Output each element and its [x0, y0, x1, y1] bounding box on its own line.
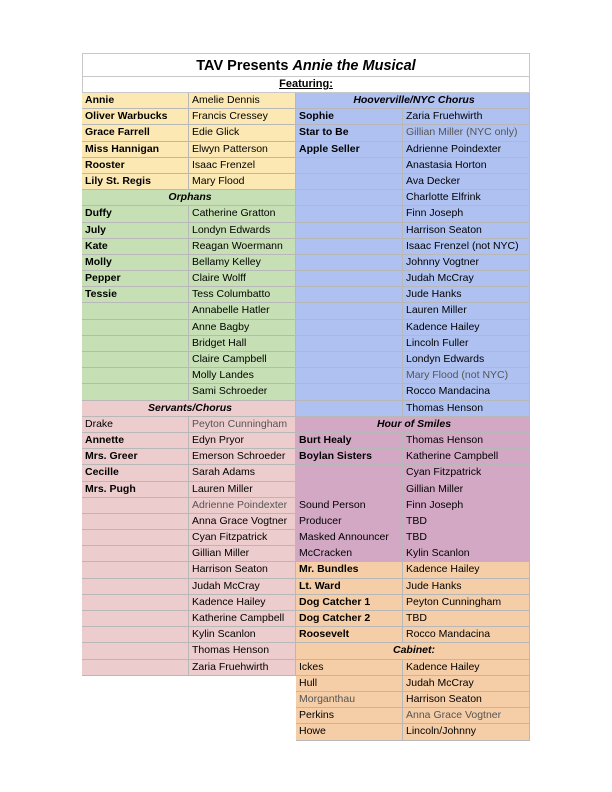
actor-cell: Isaac Frenzel (not NYC) [403, 239, 530, 255]
left-column [82, 93, 296, 741]
role-cell [82, 562, 189, 578]
cast-row [296, 255, 530, 271]
actor-cell: Kylin Scanlon [403, 546, 530, 562]
role-cell [296, 255, 403, 271]
page-title [82, 53, 530, 77]
cast-row [82, 546, 296, 562]
cast-row [82, 449, 296, 465]
actor-cell: Tess Columbatto [189, 287, 296, 303]
actor-cell: Ava Decker [403, 174, 530, 190]
actor-cell: Kadence Hailey [403, 320, 530, 336]
cast-row [296, 546, 530, 562]
cabinet-header [296, 643, 530, 659]
actor-cell: Londyn Edwards [403, 352, 530, 368]
role-cell [296, 271, 403, 287]
role-cell: Molly [82, 255, 189, 271]
role-cell [296, 206, 403, 222]
cast-row [296, 708, 530, 724]
cast-row [296, 368, 530, 384]
actor-cell: Adrienne Poindexter [189, 498, 296, 514]
role-cell [296, 401, 403, 417]
cast-row [296, 530, 530, 546]
role-cell: Star to Be [296, 125, 403, 141]
role-cell [82, 336, 189, 352]
role-cell [82, 368, 189, 384]
actor-cell: Peyton Cunningham [403, 595, 530, 611]
role-cell [296, 384, 403, 400]
cast-row [82, 320, 296, 336]
actor-cell: Jude Hanks [403, 579, 530, 595]
cast-row [296, 271, 530, 287]
role-cell [82, 514, 189, 530]
right-column [296, 93, 530, 741]
role-cell [296, 174, 403, 190]
cast-row [82, 595, 296, 611]
role-cell: Dog Catcher 2 [296, 611, 403, 627]
actor-cell: Zaria Fruehwirth [189, 660, 296, 676]
cast-row [82, 627, 296, 643]
role-cell [296, 352, 403, 368]
actor-cell: Molly Landes [189, 368, 296, 384]
role-cell [82, 352, 189, 368]
cast-row [296, 352, 530, 368]
actor-cell: Sami Schroeder [189, 384, 296, 400]
role-cell: McCracken [296, 546, 403, 562]
actor-cell: Peyton Cunningham [189, 417, 296, 433]
role-cell: Mrs. Pugh [82, 482, 189, 498]
cast-row [296, 692, 530, 708]
actor-cell: Lauren Miller [403, 303, 530, 319]
role-cell [82, 546, 189, 562]
cast-row [82, 660, 296, 676]
actor-cell: Mary Flood [189, 174, 296, 190]
actor-cell: Edie Glick [189, 125, 296, 141]
role-cell: Lt. Ward [296, 579, 403, 595]
orphans-header-label: Orphans [82, 190, 296, 206]
role-cell: Howe [296, 724, 403, 740]
actor-cell: Charlotte Elfrink [403, 190, 530, 206]
cast-row [296, 320, 530, 336]
actor-cell: TBD [403, 611, 530, 627]
actor-cell: Gillian Miller (NYC only) [403, 125, 530, 141]
title-show-name: Annie the Musical [292, 58, 416, 74]
role-cell: Roosevelt [296, 627, 403, 643]
cast-row [82, 93, 296, 109]
actor-cell: Kadence Hailey [189, 595, 296, 611]
cast-row [82, 352, 296, 368]
role-cell: Oliver Warbucks [82, 109, 189, 125]
role-cell: Masked Announcer [296, 530, 403, 546]
cast-row [296, 482, 530, 498]
actor-cell: Lincoln Fuller [403, 336, 530, 352]
actor-cell: Amelie Dennis [189, 93, 296, 109]
role-cell: Ickes [296, 660, 403, 676]
featuring-heading: Featuring: [82, 77, 530, 93]
role-cell: Lily St. Regis [82, 174, 189, 190]
role-cell [296, 190, 403, 206]
actor-cell: Rocco Mandacina [403, 384, 530, 400]
actor-cell: Katherine Campbell [189, 611, 296, 627]
servants-header [82, 401, 296, 417]
role-cell [82, 530, 189, 546]
cast-row [296, 384, 530, 400]
cast-row [82, 579, 296, 595]
cast-row [82, 465, 296, 481]
cast-row [296, 562, 530, 578]
role-cell: Grace Farrell [82, 125, 189, 141]
chorus-header [296, 93, 530, 109]
actor-cell: Bridget Hall [189, 336, 296, 352]
cast-row [82, 643, 296, 659]
role-cell: Pepper [82, 271, 189, 287]
actor-cell: Londyn Edwards [189, 223, 296, 239]
actor-cell: Elwyn Patterson [189, 142, 296, 158]
actor-cell: Finn Joseph [403, 498, 530, 514]
cast-row [82, 384, 296, 400]
actor-cell: Catherine Gratton [189, 206, 296, 222]
cast-row [82, 271, 296, 287]
actor-cell: Harrison Seaton [403, 223, 530, 239]
role-cell [296, 320, 403, 336]
role-cell: Apple Seller [296, 142, 403, 158]
role-cell: Sophie [296, 109, 403, 125]
role-cell: Annette [82, 433, 189, 449]
actor-cell: Harrison Seaton [189, 562, 296, 578]
actor-cell: Isaac Frenzel [189, 158, 296, 174]
actor-cell: Finn Joseph [403, 206, 530, 222]
actor-cell: Gillian Miller [403, 482, 530, 498]
role-cell [296, 287, 403, 303]
actor-cell: Claire Campbell [189, 352, 296, 368]
cast-row [296, 190, 530, 206]
role-cell [296, 239, 403, 255]
cast-row [296, 239, 530, 255]
cast-row [82, 611, 296, 627]
role-cell: Duffy [82, 206, 189, 222]
role-cell [296, 482, 403, 498]
cast-row [296, 174, 530, 190]
actor-cell: Kadence Hailey [403, 562, 530, 578]
actor-cell: TBD [403, 514, 530, 530]
actor-cell: TBD [403, 530, 530, 546]
cast-list-sheet [82, 53, 530, 741]
role-cell [296, 465, 403, 481]
actor-cell: Anastasia Horton [403, 158, 530, 174]
role-cell [296, 368, 403, 384]
actor-cell: Lincoln/Johnny [403, 724, 530, 740]
cast-row [296, 449, 530, 465]
role-cell [82, 579, 189, 595]
role-cell [296, 303, 403, 319]
actor-cell: Lauren Miller [189, 482, 296, 498]
cast-row [82, 482, 296, 498]
cast-row [296, 336, 530, 352]
role-cell: Cecille [82, 465, 189, 481]
cast-row [296, 206, 530, 222]
actor-cell: Sarah Adams [189, 465, 296, 481]
actor-cell: Katherine Campbell [403, 449, 530, 465]
actor-cell: Judah McCray [189, 579, 296, 595]
role-cell: Morganthau [296, 692, 403, 708]
actor-cell: Harrison Seaton [403, 692, 530, 708]
cast-row [82, 514, 296, 530]
cast-row [296, 223, 530, 239]
title-prefix: TAV Presents [196, 58, 293, 74]
actor-cell: Emerson Schroeder [189, 449, 296, 465]
cast-row [296, 724, 530, 740]
role-cell [82, 303, 189, 319]
actor-cell: Kadence Hailey [403, 660, 530, 676]
chorus-header-label: Hooverville/NYC Chorus [296, 93, 530, 109]
role-cell: Perkins [296, 708, 403, 724]
cast-row [82, 433, 296, 449]
role-cell: Sound Person [296, 498, 403, 514]
actor-cell: Zaria Fruehwirth [403, 109, 530, 125]
role-cell: Boylan Sisters [296, 449, 403, 465]
cast-row [296, 125, 530, 141]
role-cell [82, 627, 189, 643]
cast-row [296, 660, 530, 676]
role-cell: Miss Hannigan [82, 142, 189, 158]
role-cell: Mr. Bundles [296, 562, 403, 578]
cast-row [296, 303, 530, 319]
cast-row [82, 142, 296, 158]
cast-row [82, 530, 296, 546]
role-cell [82, 660, 189, 676]
actor-cell: Thomas Henson [189, 643, 296, 659]
role-cell [82, 498, 189, 514]
actor-cell: Claire Wolff [189, 271, 296, 287]
actor-cell: Thomas Henson [403, 433, 530, 449]
cast-row [296, 401, 530, 417]
role-cell: July [82, 223, 189, 239]
cast-row [82, 109, 296, 125]
actor-cell: Cyan Fitzpatrick [189, 530, 296, 546]
actor-cell: Bellamy Kelley [189, 255, 296, 271]
role-cell [296, 158, 403, 174]
cast-row [82, 174, 296, 190]
role-cell [82, 320, 189, 336]
role-cell [296, 336, 403, 352]
cast-row [82, 303, 296, 319]
actor-cell: Gillian Miller [189, 546, 296, 562]
servants-header-label: Servants/Chorus [82, 401, 296, 417]
cast-row [82, 158, 296, 174]
actor-cell: Thomas Henson [403, 401, 530, 417]
actor-cell: Johnny Vogtner [403, 255, 530, 271]
actor-cell: Rocco Mandacina [403, 627, 530, 643]
cabinet-header-label: Cabinet: [296, 643, 530, 659]
cast-row [296, 579, 530, 595]
cast-row [296, 676, 530, 692]
cast-row [82, 287, 296, 303]
actor-cell: Mary Flood (not NYC) [403, 368, 530, 384]
role-cell: Drake [82, 417, 189, 433]
actor-cell: Edyn Pryor [189, 433, 296, 449]
cast-row [82, 223, 296, 239]
role-cell: Rooster [82, 158, 189, 174]
actor-cell: Jude Hanks [403, 287, 530, 303]
cast-row [296, 142, 530, 158]
cast-row [82, 206, 296, 222]
cast-row [82, 239, 296, 255]
cast-row [82, 368, 296, 384]
cast-row [296, 514, 530, 530]
role-cell [82, 611, 189, 627]
actor-cell: Anne Bagby [189, 320, 296, 336]
role-cell [296, 223, 403, 239]
cast-row [296, 433, 530, 449]
cast-row [82, 498, 296, 514]
role-cell: Kate [82, 239, 189, 255]
cast-row [296, 595, 530, 611]
role-cell: Burt Healy [296, 433, 403, 449]
role-cell: Mrs. Greer [82, 449, 189, 465]
actor-cell: Cyan Fitzpatrick [403, 465, 530, 481]
role-cell [82, 643, 189, 659]
actor-cell: Anna Grace Vogtner [189, 514, 296, 530]
cast-row [296, 465, 530, 481]
role-cell: Tessie [82, 287, 189, 303]
actor-cell: Judah McCray [403, 676, 530, 692]
role-cell: Dog Catcher 1 [296, 595, 403, 611]
cast-row [296, 287, 530, 303]
smiles-header-label: Hour of Smiles [296, 417, 530, 433]
actor-cell: Adrienne Poindexter [403, 142, 530, 158]
role-cell [82, 595, 189, 611]
actor-cell: Anna Grace Vogtner [403, 708, 530, 724]
role-cell: Producer [296, 514, 403, 530]
actor-cell: Annabelle Hatler [189, 303, 296, 319]
actor-cell: Reagan Woermann [189, 239, 296, 255]
cast-row [296, 611, 530, 627]
actor-cell: Judah McCray [403, 271, 530, 287]
cast-row [296, 109, 530, 125]
cast-row [296, 627, 530, 643]
cast-row [296, 158, 530, 174]
role-cell [82, 384, 189, 400]
role-cell: Annie [82, 93, 189, 109]
actor-cell: Kylin Scanlon [189, 627, 296, 643]
orphans-header [82, 190, 296, 206]
actor-cell: Francis Cressey [189, 109, 296, 125]
cast-row [82, 255, 296, 271]
cast-row [82, 336, 296, 352]
role-cell: Hull [296, 676, 403, 692]
cast-row [82, 417, 296, 433]
smiles-header [296, 417, 530, 433]
cast-row [82, 125, 296, 141]
cast-row [82, 562, 296, 578]
cast-row [296, 498, 530, 514]
